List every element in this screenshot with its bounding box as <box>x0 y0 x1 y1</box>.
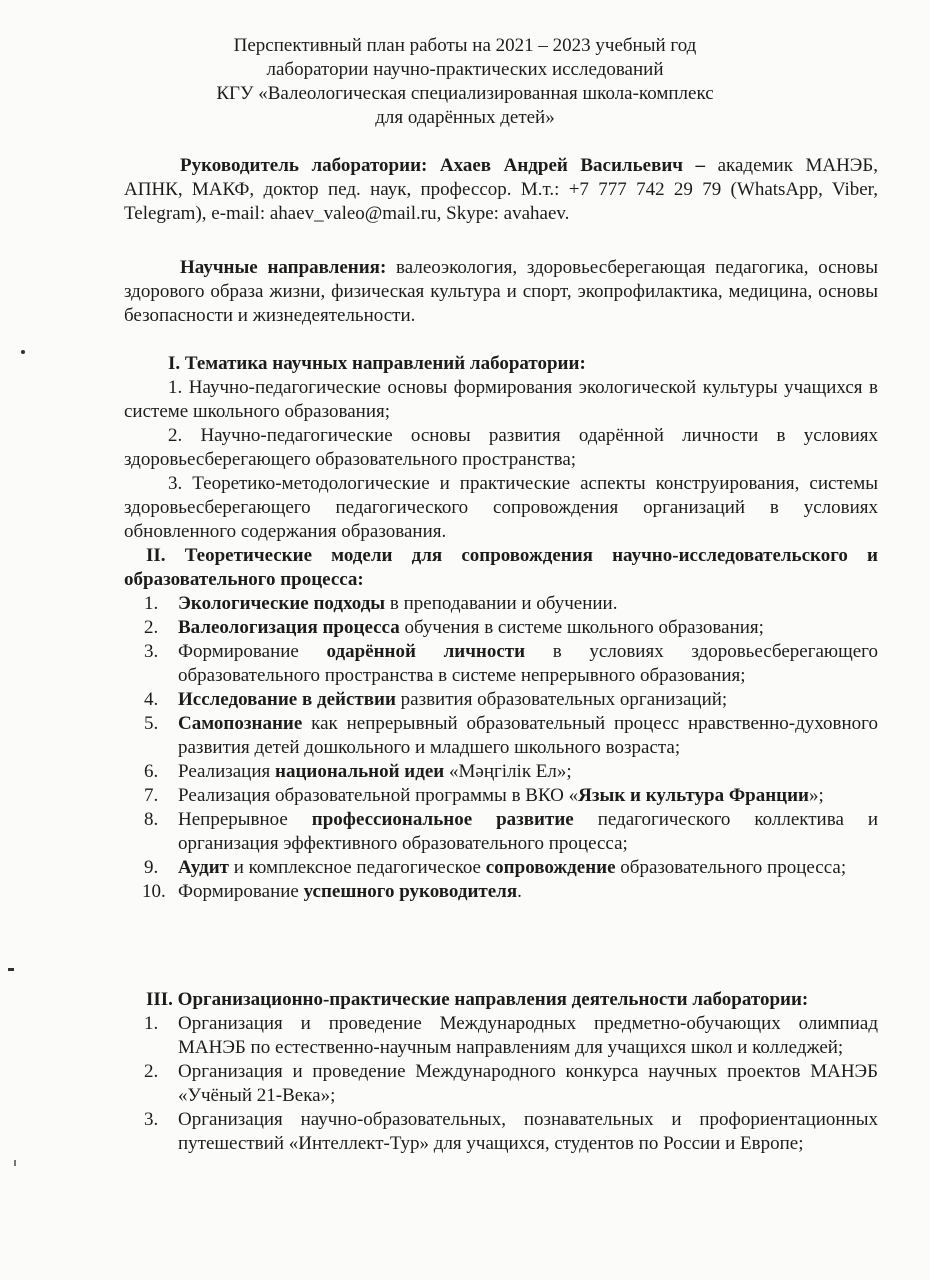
head-paragraph <box>124 154 878 226</box>
list-item: 2. Организация и проведение Международного конкурса научных проектов МАНЭБ «Учёный 21-Века»; <box>144 1061 878 1106</box>
title-line-2: лаборатории научно-практических исследований <box>266 59 664 80</box>
scan-speck <box>14 1160 16 1166</box>
scan-speck <box>21 350 25 354</box>
section-1 <box>124 352 878 904</box>
title-line-4: для одарённых детей» <box>375 107 555 128</box>
section-1-title: I. Тематика научных направлений лаборатории: <box>168 353 586 374</box>
title-line-3: КГУ «Валеологическая специализированная школа-комплекс <box>216 83 714 104</box>
section-3-list <box>124 1012 878 1156</box>
section-2-title: II. Теоретические модели для сопровождения научно-исследовательского и образовательного процесса: <box>124 545 878 590</box>
title-line-1: Перспективный план работы на 2021 – 2023 учебный год <box>233 35 697 56</box>
directions-label: Научные направления: <box>180 257 387 278</box>
list-item: 3. Формирование одарённой личности в условиях здоровьесберегающего образовательного пространства в системе непрерывного образования; <box>144 641 879 686</box>
list-item: 2. Валеологизация процесса обучения в системе школьного образования; <box>144 617 764 638</box>
head-label: Руководитель лаборатории: Ахаев Андрей Васильевич – <box>180 155 706 176</box>
section-1-item: 2. Научно-педагогические основы развития одарённой личности в условиях здоровьесберегающего образовательного пространства; <box>124 425 878 470</box>
list-item: 5. Самопознание как непрерывный образовательный процесс нравственно-духовного развития детей дошкольного и младшего школьного возраста; <box>144 713 878 758</box>
section-2-list <box>124 592 878 904</box>
section-1-item: 1. Научно-педагогические основы формирования экологической культуры учащихся в системе школьного образования; <box>124 377 878 422</box>
list-item: 9. Аудит и комплексное педагогическое сопровождение образовательного процесса; <box>144 857 847 878</box>
section-3 <box>124 988 878 1156</box>
list-item: 8. Непрерывное профессиональное развитие педагогического коллектива и организация эффективного образовательного процесса; <box>144 809 879 854</box>
list-item: 1. Экологические подходы в преподавании и обучении. <box>144 593 618 614</box>
document-title <box>0 34 930 130</box>
head-text: академик МАНЭБ, АПНК, МАКФ, доктор пед. наук, профессор. М.т.: +7 777 742 29 79 (WhatsApp, Viber, Telegram), e-mail: ahaev_valeo@mail.ru, Skype: avahaev. <box>124 155 879 224</box>
directions-paragraph <box>124 256 878 328</box>
list-item: 1. Организация и проведение Международных предметно-обучающих олимпиад МАНЭБ по естественно-научным направлениям для учащихся школ и колледжей; <box>144 1013 878 1058</box>
list-item: 10. Формирование успешного руководителя. <box>142 881 522 902</box>
directions-text: валеоэкология, здоровьесберегающая педагогика, основы здорового образа жизни, физическая культура и спорт, экопрофилактика, медицина, основы безопасности и жизнедеятельности. <box>124 257 879 326</box>
list-item: 7. Реализация образовательной программы в ВКО «Язык и культура Франции»; <box>144 785 824 806</box>
list-item: 3. Организация научно-образовательных, познавательных и профориентационных путешествий «Интеллект-Тур» для учащихся, студентов по России и Европе; <box>144 1109 878 1154</box>
list-item: 4. Исследование в действии развития образовательных организаций; <box>144 689 728 710</box>
list-item: 6. Реализация национальной идеи «Мәңгілік Ел»; <box>144 761 572 782</box>
section-1-item: 3. Теоретико-методологические и практические аспекты конструирования, системы здоровьесберегающего педагогического сопровождения организаций в условиях обновленного содержания образования. <box>124 473 878 542</box>
section-3-title: III. Организационно-практические направления деятельности лаборатории: <box>146 989 809 1010</box>
scan-speck <box>8 968 14 971</box>
